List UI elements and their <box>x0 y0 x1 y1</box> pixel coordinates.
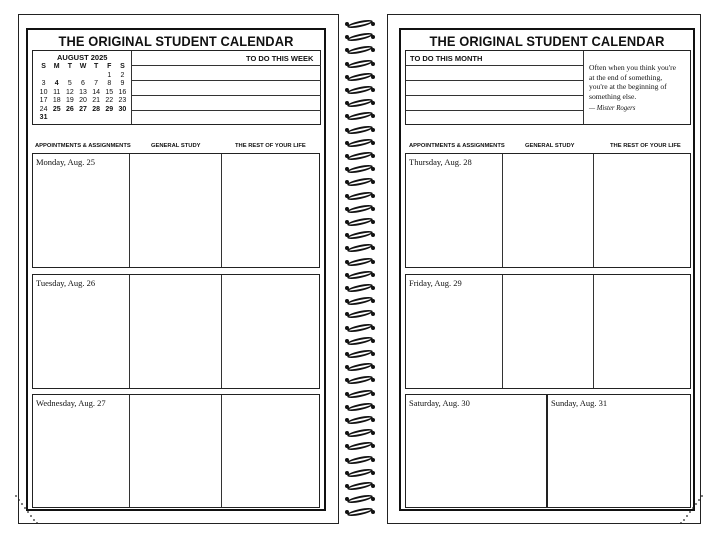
mini-calendar-day <box>50 72 63 81</box>
mini-calendar-day <box>103 114 116 123</box>
todo-line[interactable] <box>406 80 583 81</box>
divider <box>583 51 584 124</box>
column-heading-general-study: GENERAL STUDY <box>525 143 575 149</box>
mini-calendar-day <box>90 114 103 123</box>
right-page-frame <box>399 28 695 511</box>
day-label: Tuesday, Aug. 26 <box>36 278 96 288</box>
spiral-coil <box>347 178 375 187</box>
right-page <box>387 14 701 524</box>
mini-calendar-day: 28 <box>92 105 101 113</box>
mini-calendar-day: 8 <box>107 80 112 87</box>
divider <box>131 51 132 124</box>
page-title: THE ORIGINAL STUDENT CALENDAR <box>58 33 294 49</box>
spiral-coil <box>347 112 375 121</box>
day-box-thursday[interactable] <box>405 153 691 268</box>
mini-calendar-day <box>63 72 76 81</box>
spiral-coil <box>347 126 375 135</box>
day-label: Wednesday, Aug. 27 <box>36 398 106 408</box>
spiral-coil <box>347 482 375 491</box>
mini-calendar-day: 15 <box>105 88 114 96</box>
spiral-coil <box>347 271 375 280</box>
spiral-coil <box>347 456 375 465</box>
day-box-wednesday[interactable] <box>32 394 320 508</box>
day-label: Sunday, Aug. 31 <box>551 398 608 408</box>
day-label: Monday, Aug. 25 <box>36 157 95 167</box>
mini-calendar-day: 17 <box>39 97 48 104</box>
weekday-header: T <box>67 63 72 70</box>
spiral-coil <box>347 231 375 240</box>
todo-week-heading: TO DO THIS WEEK <box>246 54 314 63</box>
weekday-header: M <box>53 63 60 70</box>
quote-line: at the end of something, <box>589 72 663 82</box>
mini-calendar-day: 13 <box>79 88 87 96</box>
mini-calendar-day <box>63 114 76 123</box>
todo-line[interactable] <box>406 110 583 111</box>
mini-calendar-day <box>116 114 129 123</box>
todo-line[interactable] <box>406 65 583 66</box>
mini-calendar-day: 2 <box>120 71 125 79</box>
weekday-header: F <box>107 63 112 70</box>
spiral-coil <box>347 363 375 372</box>
mini-calendar-day: 16 <box>118 88 127 96</box>
perforation-right <box>674 494 704 524</box>
todo-line[interactable] <box>131 65 321 66</box>
day-box-saturday[interactable] <box>405 394 547 508</box>
mini-calendar-day <box>50 114 63 123</box>
mini-calendar-day: 22 <box>105 97 114 104</box>
spiral-coil <box>347 60 375 69</box>
quote-line: Often when you think you're <box>589 63 676 72</box>
weekday-header: S <box>41 63 46 70</box>
spiral-coil <box>347 86 375 95</box>
spiral-coil <box>347 442 375 451</box>
mini-calendar-day <box>90 72 103 81</box>
weekday-header: S <box>120 63 125 70</box>
spiral-coil <box>347 495 375 504</box>
spiral-coil <box>347 429 375 438</box>
day-box-sunday[interactable] <box>547 394 691 508</box>
spiral-coil <box>347 244 375 253</box>
spiral-coil <box>347 33 375 42</box>
mini-calendar-day: 5 <box>67 80 72 87</box>
todo-line[interactable] <box>131 80 321 81</box>
spiral-coil <box>347 469 375 478</box>
mini-calendar-day <box>37 72 50 81</box>
left-page-frame <box>26 28 326 511</box>
mini-calendar-day: 12 <box>65 88 74 96</box>
spiral-coil <box>347 46 375 55</box>
mini-calendar-day: 27 <box>79 105 87 113</box>
spiral-coil <box>347 508 375 517</box>
week-header-box <box>32 50 321 125</box>
spiral-coil <box>347 218 375 227</box>
spiral-coil <box>347 310 375 319</box>
mini-calendar-day: 11 <box>53 88 61 96</box>
day-box-friday[interactable] <box>405 274 691 389</box>
month-header-box <box>405 50 691 125</box>
mini-calendar-day <box>76 72 89 81</box>
page-title: THE ORIGINAL STUDENT CALENDAR <box>429 33 665 49</box>
spiral-coil <box>347 350 375 359</box>
column-heading-rest-of-life: THE REST OF YOUR LIFE <box>610 143 681 149</box>
quote-line: you're at the beginning of <box>589 82 667 92</box>
perforation-left <box>14 494 44 524</box>
weekday-header: T <box>93 63 99 70</box>
mini-calendar-day <box>76 114 89 123</box>
spiral-coil <box>347 376 375 385</box>
spiral-coil <box>347 99 375 108</box>
spiral-coil <box>347 403 375 412</box>
mini-calendar-day: 26 <box>65 105 74 113</box>
spiral-coil <box>347 205 375 214</box>
mini-calendar-day: 18 <box>52 97 61 104</box>
day-label: Thursday, Aug. 28 <box>409 157 472 167</box>
mini-calendar-day: 25 <box>52 105 61 113</box>
mini-calendar-day: 20 <box>79 97 87 104</box>
spiral-coil <box>347 139 375 148</box>
mini-calendar-day: 4 <box>54 80 59 87</box>
left-page <box>18 14 339 524</box>
mini-calendar-day: 7 <box>94 80 99 87</box>
column-heading-general-study: GENERAL STUDY <box>151 143 201 149</box>
mini-calendar-day: 29 <box>105 105 114 113</box>
spiral-coil <box>347 337 375 346</box>
quote-line: something else. <box>589 91 637 101</box>
weekday-header: W <box>79 63 87 70</box>
mini-calendar-month: AUGUST 2025 <box>57 53 108 62</box>
mini-calendar-day: 1 <box>107 71 112 79</box>
mini-calendar-day: 10 <box>39 88 48 96</box>
mini-calendar-day: 30 <box>118 105 127 113</box>
day-label: Saturday, Aug. 30 <box>409 398 470 408</box>
todo-line[interactable] <box>406 95 583 96</box>
spiral-coil <box>347 73 375 82</box>
spiral-coil <box>347 284 375 293</box>
mini-calendar-day: 19 <box>65 97 74 104</box>
mini-calendar-day: 3 <box>41 80 46 87</box>
mini-calendar-day: 23 <box>118 97 127 104</box>
column-heading-appointments: APPOINTMENTS & ASSIGNMENTS <box>35 143 131 149</box>
column-heading-appointments: APPOINTMENTS & ASSIGNMENTS <box>409 143 505 149</box>
mini-calendar-day: 21 <box>92 97 101 104</box>
spiral-coil <box>347 297 375 306</box>
day-box-tuesday[interactable] <box>32 274 320 389</box>
spiral-coil <box>347 192 375 201</box>
mini-calendar-grid <box>37 63 129 123</box>
mini-calendar-day: 9 <box>120 80 125 87</box>
spiral-coil <box>347 390 375 399</box>
mini-calendar <box>33 51 131 124</box>
mini-calendar-day: 31 <box>39 114 48 121</box>
spiral-coil <box>347 416 375 425</box>
mini-calendar-day: 6 <box>81 80 85 87</box>
column-heading-rest-of-life: THE REST OF YOUR LIFE <box>235 143 306 149</box>
spiral-coil <box>347 324 375 333</box>
quote-author: — Mister Rogers <box>589 105 636 112</box>
spiral-coil <box>347 152 375 161</box>
todo-month-heading: TO DO THIS MONTH <box>410 54 483 63</box>
day-label: Friday, Aug. 29 <box>409 278 462 288</box>
day-box-monday[interactable] <box>32 153 320 268</box>
spiral-coil <box>347 20 375 29</box>
todo-line[interactable] <box>131 95 321 96</box>
todo-line[interactable] <box>131 110 321 111</box>
spiral-coil <box>347 258 375 267</box>
mini-calendar-day: 14 <box>92 88 101 96</box>
mini-calendar-day: 24 <box>39 105 48 113</box>
spiral-coil <box>347 165 375 174</box>
